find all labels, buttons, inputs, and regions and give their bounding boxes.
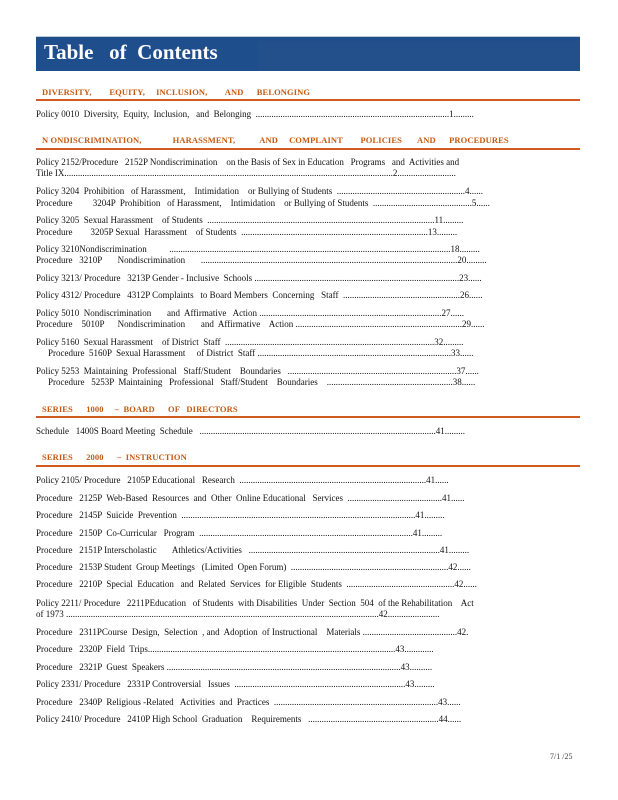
toc-entry[interactable]: Procedure 2145P Suicide Prevention ........................................................................................................41......... — [36, 510, 445, 520]
toc-entry[interactable]: Policy 5160 Sexual Harassment of District Staff .............................................................................................32......... — [36, 337, 464, 347]
toc-entry[interactable]: Procedure 2340P Religious -Related Activities and Practices .........................................................................43...... — [36, 697, 461, 707]
section-heading-nondiscrimination: N ONDISCRIMINATION, HARASSMENT, AND COMPLAINT POLICIES AND PROCEDURES — [42, 135, 509, 145]
toc-entry[interactable]: Procedure 2311PCourse Design, Selection , and Adoption of Instructional Materials ..........................................42. — [36, 627, 469, 637]
toc-entry[interactable]: Schedule 1400S Board Meeting Schedule .........................................................................................................41......... — [36, 426, 465, 436]
toc-entry[interactable]: Procedure 5010P Nondiscrimination and Affirmative Action ..........................................................................29...... — [36, 319, 485, 329]
title-banner — [36, 36, 580, 71]
toc-entry[interactable]: Procedure 3210P Nondiscrimination ..................................................................................................................20......... — [36, 255, 487, 265]
toc-entry[interactable]: Policy 2211/ Procedure 2211PEducation of Students with Disabilities Under Section 504 of the Rehabilitation Act — [36, 598, 474, 608]
toc-entry-continuation[interactable]: Title IX..................................................................................................................................................2.......................... — [36, 168, 456, 178]
section-rule — [36, 99, 580, 101]
toc-entry[interactable]: Procedure 2210P Special Education and Related Services for Eligible Students ................................................42...... — [36, 579, 477, 589]
toc-entry[interactable]: Procedure 2153P Student Group Meetings (Limited Open Forum) ......................................................................42...... — [36, 562, 471, 572]
page-title: Table of Contents — [44, 40, 218, 64]
toc-entry[interactable]: Policy 3204 Prohibition of Harassment, Intimidation or Bullying of Students .........................................................4...... — [36, 186, 483, 196]
toc-entry[interactable]: Procedure 2151P Interscholastic Athletics/Activities .....................................................................................41......... — [36, 545, 470, 555]
toc-entry[interactable]: Policy 3210Nondiscrimination .............................................................................................................................18......... — [36, 244, 480, 254]
toc-entry[interactable]: Policy 2105/ Procedure 2105P Educational Research ...................................................................................41...... — [36, 475, 449, 485]
section-rule — [36, 416, 580, 418]
section-heading-deib: DIVERSITY, EQUITY, INCLUSION, AND BELONGING — [42, 87, 311, 97]
toc-entry[interactable]: Procedure 2320P Field Trips..............................................................................................................43............. — [36, 644, 434, 654]
toc-entry[interactable]: Policy 3205 Sexual Harassment of Students .....................................................................................................11......... — [36, 215, 464, 225]
toc-entry[interactable]: Procedure 2125P Web-Based Resources and Other Online Educational Services ..........................................41...... — [36, 493, 465, 503]
toc-entry[interactable]: Policy 3213/ Procedure 3213P Gender - Inclusive Schools ...........................................................................................23...... — [36, 273, 482, 283]
toc-entry[interactable]: Procedure 2321P Guest Speakers ........................................................................................................43.......... — [36, 662, 433, 672]
title-banner-shade — [258, 41, 580, 71]
toc-entry[interactable]: Policy 2331/ Procedure 2331P Controversial Issues ............................................................................43......... — [36, 679, 435, 689]
toc-entry[interactable]: Policy 5010 Nondiscrimination and Affirmative Action .................................................................................27...... — [36, 308, 465, 318]
toc-entry[interactable]: Policy 4312/ Procedure 4312P Complaints to Board Members Concerning Staff ....................................................26...... — [36, 290, 483, 300]
toc-entry[interactable]: Procedure 5253P Maintaining Professional Staff/Student Boundaries ........................................................38...... — [48, 377, 476, 387]
toc-entry[interactable]: Procedure 3204P Prohibition of Harassment, Intimidation or Bullying of Students ............................................5...... — [36, 198, 490, 208]
section-heading-series-1000: SERIES 1000 – BOARD OF DIRECTORS — [42, 404, 238, 414]
section-heading-series-2000: SERIES 2000 – INSTRUCTION — [42, 452, 187, 462]
toc-entry[interactable]: Procedure 5160P Sexual Harassment of District Staff ......................................................................................33...... — [48, 348, 474, 358]
section-rule — [36, 148, 580, 150]
toc-entry[interactable]: Policy 2410/ Procedure 2410P High School Graduation Requirements ..........................................................44...... — [36, 714, 462, 724]
toc-entry[interactable]: Procedure 2150P Co-Curricular Program ...............................................................................................41......... — [36, 528, 443, 538]
section-rule — [36, 465, 580, 467]
toc-entry[interactable]: Policy 2152/Procedure 2152P Nondiscrimination on the Basis of Sex in Education Programs and Activities and — [36, 157, 460, 167]
toc-entry[interactable]: Policy 0010 Diversity, Equity, Inclusion, and Belonging ......................................................................................1......... — [36, 109, 474, 119]
toc-entry[interactable]: Policy 5253 Maintaining Professional Staff/Student Boundaries ...........................................................................37...... — [36, 366, 479, 376]
toc-entry[interactable]: Procedure 3205P Sexual Harassment of Students ...................................................................................13......... — [36, 227, 458, 237]
page-footer-date: 7/1 /25 — [550, 752, 573, 761]
toc-entry-continuation[interactable]: of 1973 ...........................................................................................................................................42....................... — [36, 609, 440, 619]
